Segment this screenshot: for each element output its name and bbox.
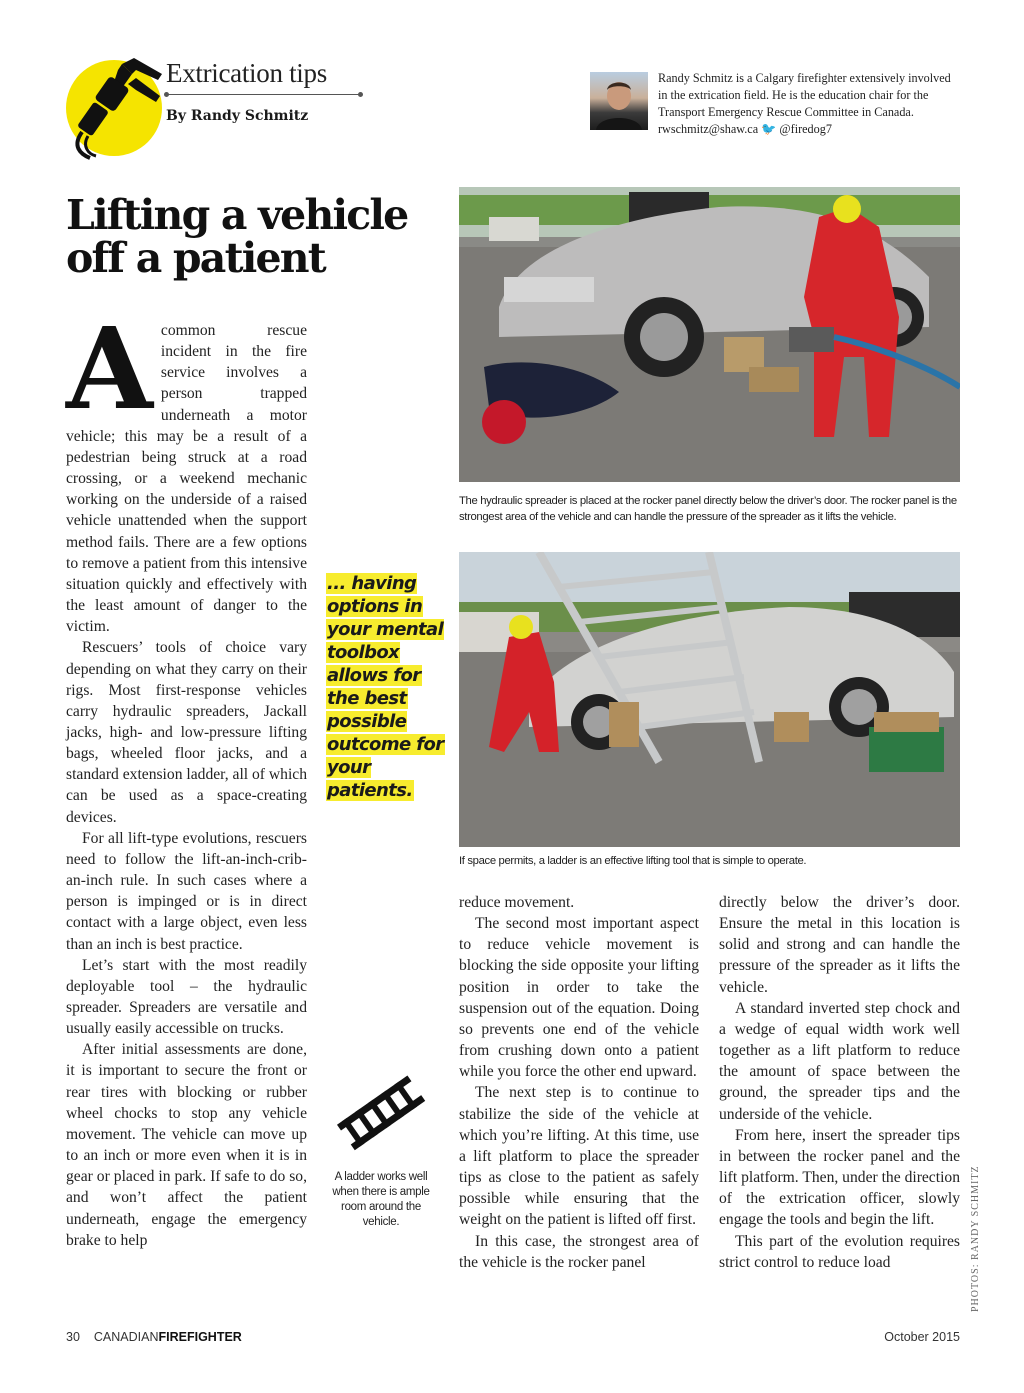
ladder-caption: A ladder works well when there is ample room around the vehicle. xyxy=(332,1171,430,1228)
photo1-caption: The hydraulic spreader is placed at the rocker panel directly below the driver’s door. The rocker panel is the strongest area of the vehicle and can handle the pressure of the spreader as it lifts the vehicle. xyxy=(459,495,957,523)
article-paragraph: Let’s start with the most readily deployable tool – the hydraulic spreader. Spreaders are versatile and usually easily accessible on trucks. xyxy=(66,956,307,1038)
pull-quote: ... having options in your mental toolbox allows for the best possible outcome for your patients. xyxy=(327,573,444,801)
ladder-icon xyxy=(330,1068,430,1158)
headline: Lifting a vehicle off a patient xyxy=(66,191,408,282)
author-email[interactable]: rwschmitz@shaw.ca xyxy=(658,122,759,136)
author-bio-text: Randy Schmitz is a Calgary firefighter extensively involved in the extrication field. He is the education chair for the Transport Emergency Rescue Committee in Canada. xyxy=(658,71,951,119)
column-title-rule xyxy=(166,94,361,95)
photo-credit: PHOTOS: RANDY SCHMITZ xyxy=(970,1165,981,1312)
photo-ladder-lift xyxy=(459,552,960,847)
author-twitter[interactable]: @firedog7 xyxy=(779,122,832,136)
column-logo xyxy=(66,60,162,156)
issue-date: October 2015 xyxy=(884,1330,960,1344)
author-photo xyxy=(590,72,648,130)
twitter-bird-icon: 🐦 xyxy=(761,122,777,136)
photo2-caption: If space permits, a ladder is an effective lifting tool that is simple to operate. xyxy=(459,855,807,867)
magazine-name-bold: FIREFIGHTER xyxy=(158,1330,242,1344)
author-bio xyxy=(658,70,958,138)
article-paragraph: The second most important aspect to reduce vehicle movement is blocking the side opposite your lifting position in order to take the suspension out of the equation. Doing so prevents one end of the vehicle from crushing down onto a patient while you force the other end upward. xyxy=(459,915,699,1081)
article-paragraph: Rescuers’ tools of choice vary depending on what they carry on their rigs. Most first-response vehicles carry hydraulic spreaders, Jackall jacks, high- and low-pressure lifting bags, wheeled floor jacks, and a standard extension ladder, all of which can be used as a space-creating devices. xyxy=(66,639,308,826)
article-paragraph: This part of the evolution requires strict control to reduce load xyxy=(719,1232,960,1271)
article-paragraph: After initial assessments are done, it is important to secure the front or rear tires with blocking or rubber wheel chocks to stop any vehicle movement. The vehicle can move up to an inch or more even when it is in gear or placed in park. If safe to do so, and won’t affect the patient underneath, engage the emergency brake to help xyxy=(66,1041,307,1249)
article-paragraph: Acommon rescue incident in the fire service involves a person trapped underneath a motor vehicle; this may be a result of a pedestrian being struck at a road crossing, or a weekend mechanic working on the underside of a raised vehicle unattended when the support method fails. There are a few options to remove a patient from this intensive situation quickly and effectively with the least amount of danger to the victim. xyxy=(66,304,307,636)
drop-cap: A xyxy=(66,304,153,435)
article-paragraph: For all lift-type evolutions, rescuers need to follow the lift-an-inch-crib-an-inch rule. In such cases where a person is impinged or is in direct contact with a large object, even less than an inch is best practice. xyxy=(66,829,307,953)
article-column-1 xyxy=(66,304,308,1251)
article-paragraph: In this case, the strongest area of the vehicle is the rocker panel xyxy=(459,1232,699,1271)
byline: By Randy Schmitz xyxy=(166,108,309,124)
article-paragraph: A standard inverted step chock and a wedge of equal width work well together as a lift platform to reduce the amount of space between the ground, the spreader tips and the underside of the vehicle. xyxy=(719,999,960,1123)
article-paragraph: From here, insert the spreader tips in between the rocker panel and the lift platform. Then, under the direction of the extrication officer, slowly engage the tools and begin the lift. xyxy=(719,1126,960,1229)
article-column-3 xyxy=(719,892,960,1273)
magazine-name-prefix: CANADIAN xyxy=(93,1330,159,1344)
photo-hydraulic-spreader xyxy=(459,187,960,482)
article-column-2 xyxy=(459,892,699,1273)
footer-left xyxy=(66,1330,242,1344)
article-paragraph: The next step is to continue to stabilize the side of the vehicle at which you’re lifting. At this time, use a lift platform to place the spreader tips as close to the patient as safely possible while ensuring that the weight on the patient is lifted off first. xyxy=(459,1084,699,1229)
article-paragraph: reduce movement. xyxy=(459,894,575,911)
page-number: 30 xyxy=(66,1330,80,1344)
hydraulic-spreader-icon xyxy=(62,54,172,164)
column-title: Extrication tips xyxy=(166,58,327,88)
article-paragraph: directly below the driver’s door. Ensure the metal in this location is solid and strong and can handle the pressure of the spreader as it lifts the vehicle. xyxy=(719,894,960,996)
